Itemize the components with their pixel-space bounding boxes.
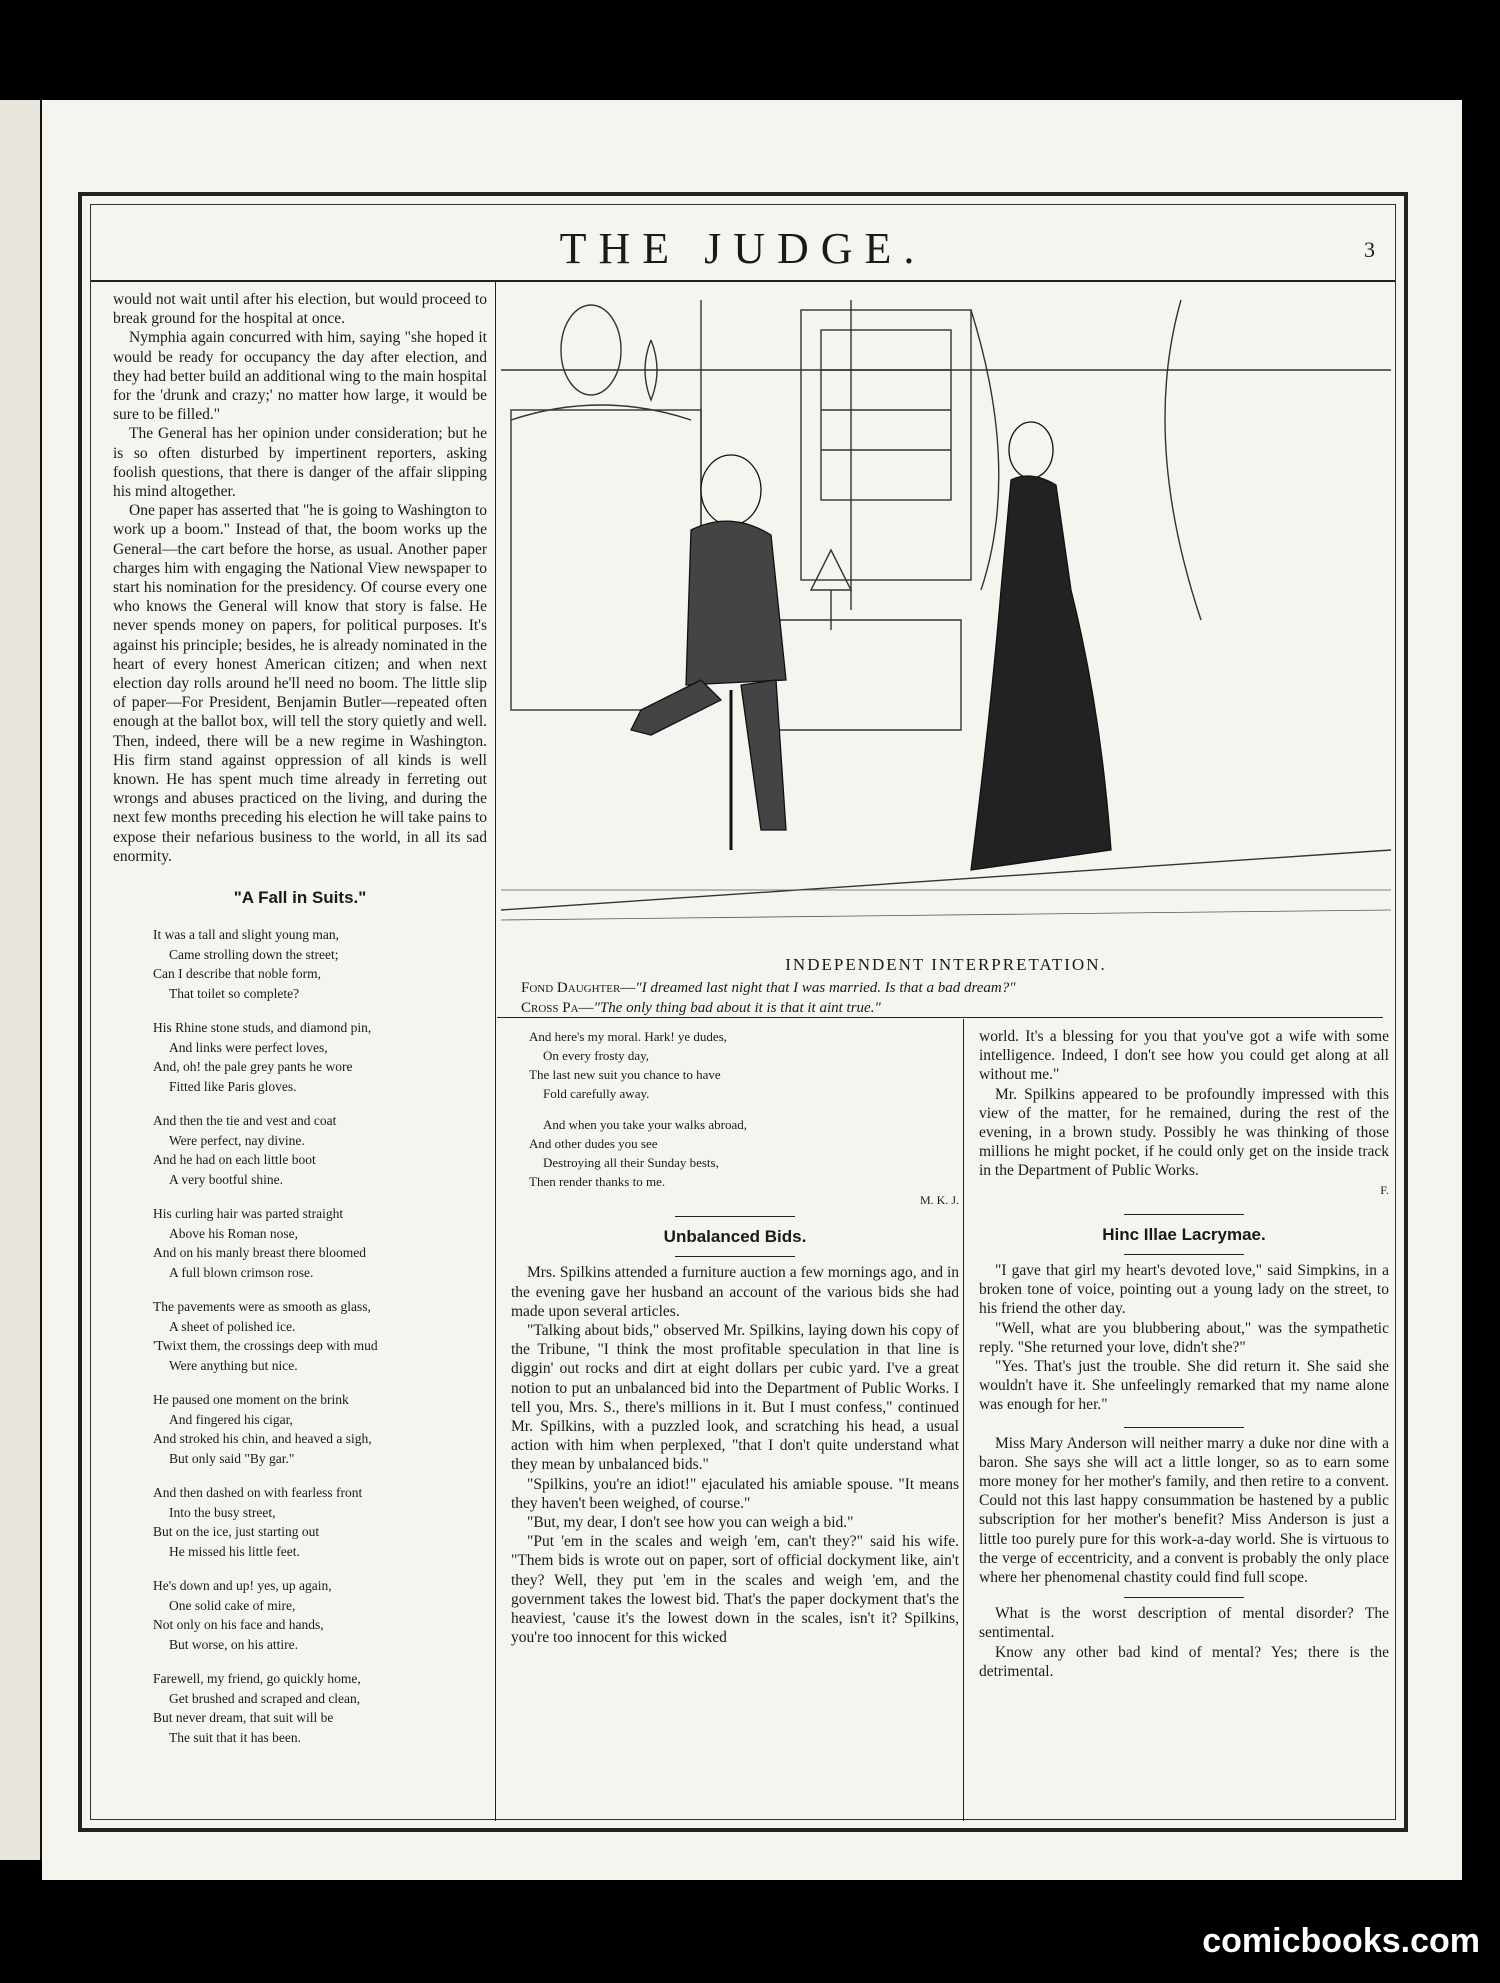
poem-line: And stroked his chin, and heaved a sigh,	[153, 1431, 372, 1447]
poem-line: Get brushed and scraped and clean,	[169, 1690, 361, 1706]
section-rule	[675, 1216, 795, 1217]
page-number: 3	[1364, 237, 1375, 262]
article-paragraph: would not wait until after his election, but would proceed to break ground for the hospital at once.	[113, 291, 487, 328]
poem-line: Came strolling down the street;	[169, 946, 339, 962]
poem-stanza	[113, 1669, 487, 1747]
poem	[113, 925, 487, 1747]
poem-line: One solid cake of mire,	[169, 1597, 296, 1613]
poem-line: Above his Roman nose,	[169, 1225, 298, 1241]
previous-page-edge	[0, 100, 43, 1860]
bids-continued: world. It's a blessing for you that you've got a wife with some intelligence. Indeed, I don't see how you could get along at all without me."	[979, 1028, 1389, 1084]
verse-line: On every frosty day,	[543, 1048, 650, 1063]
article-paragraph: The General has her opinion under consideration; but he is so often disturbed by impertinent reporters, asking foolish questions, that there is danger of the affair slipping his mind altogether.	[113, 425, 487, 501]
section-rule	[1124, 1214, 1244, 1215]
bids-paragraph: "Spilkins, you're an idiot!" ejaculated his amiable spouse. "It means they haven't been weighed, of course."	[511, 1475, 959, 1512]
masthead-rule	[91, 280, 1395, 282]
illustration-title: INDEPENDENT INTERPRETATION.	[785, 955, 1107, 974]
section-rule	[1124, 1254, 1244, 1255]
poem-line: His Rhine stone studs, and diamond pin,	[153, 1020, 372, 1036]
poem-title: "A Fall in Suits."	[233, 888, 367, 908]
daughter-quote: "I dreamed last night that I was married. Is that a bad dream?"	[635, 980, 1016, 996]
poem-line: Can I describe that noble form,	[153, 966, 321, 982]
poem-line: A sheet of polished ice.	[169, 1318, 296, 1334]
poem-line: And fingered his cigar,	[169, 1411, 293, 1427]
verse-line: Destroying all their Sunday bests,	[543, 1155, 719, 1170]
engraving-illustration	[501, 290, 1391, 950]
poem-line: It was a tall and slight young man,	[153, 927, 339, 943]
watermark: comicbooks.com	[1202, 1922, 1480, 1960]
poem-line: He missed his little feet.	[169, 1543, 300, 1559]
poem-line: Into the busy street,	[169, 1504, 276, 1520]
poem-line: And on his manly breast there bloomed	[153, 1245, 366, 1261]
poem-stanza	[113, 1390, 487, 1468]
section-rule	[1124, 1597, 1244, 1598]
verse-line: The last new suit you chance to have	[529, 1067, 721, 1082]
poem-line: And he had on each little boot	[153, 1152, 316, 1168]
section-rule	[675, 1256, 795, 1257]
poem-line: And, oh! the pale grey pants he wore	[153, 1059, 353, 1075]
poem-line: And links were perfect loves,	[169, 1039, 328, 1055]
hinc-paragraph: "Yes. That's just the trouble. She did return it. She said she wouldn't have it. She unfeelingly remarked that my name alone was enough for her."	[979, 1358, 1389, 1414]
hinc-paragraph: "Well, what are you blubbering about," was the sympathetic reply. "She returned your love, didn't she?"	[979, 1319, 1389, 1356]
column-middle	[511, 1027, 959, 1647]
bids-paragraph: Mrs. Spilkins attended a furniture auction a few mornings ago, and in the evening gave her husband an account of the various bids she had made upon several articles.	[511, 1264, 959, 1320]
poem-line: But worse, on his attire.	[169, 1636, 298, 1652]
poem-line: But only said "By gar."	[169, 1450, 295, 1466]
poem-line: He's down and up! yes, up again,	[153, 1578, 332, 1594]
poem-line: Were perfect, nay divine.	[169, 1132, 305, 1148]
illustration-bottom-rule	[497, 1017, 1383, 1018]
poem-line: A full blown crimson rose.	[169, 1264, 314, 1280]
poem-line: And then dashed on with fearless front	[153, 1485, 363, 1501]
bids-paragraph: "But, my dear, I don't see how you can weigh a bid."	[527, 1514, 854, 1532]
poem-stanza	[113, 1204, 487, 1282]
poem-stanza	[113, 1018, 487, 1096]
section-rule	[1124, 1427, 1244, 1428]
article-paragraph: One paper has asserted that "he is going to Washington to work up a boom." Instead of that, the boom works up the General—the cart before the horse, as usual. Another paper charges him with engaging the National View newspaper to start his nomination for the presidency. Of course every one who knows the General will know that story is false. He never spends money on papers, for political purposes. It's against his principle; besides, he is already nominated in the heart of every honest American citizen; and when next election day rolls around he'll need no boom. The little slip of paper—For President, Benjamin Butler—repeated often enough at the ballot box, will tell the story quietly and well. Then, indeed, there will be a new regime in Washington. His firm stand against oppression of all kinds is well known. He has spent much time already in ferreting out wrongs and abuses practiced on the living, and during the next few months preceding his election he will take pains to expose their nefarious business to the world, in all its sad enormity.	[113, 502, 487, 865]
poem-stanza	[113, 1576, 487, 1654]
caption-line-daughter	[521, 980, 1401, 997]
poem-stanza	[113, 1297, 487, 1375]
article-paragraph: Nymphia again concurred with him, saying "she hoped it would be ready for occupancy the day after election, and they had better build an additional wing to the main hospital for the 'drunk and crazy;' no matter how large, it would be sure to be filled."	[113, 329, 487, 424]
verse-line: And other dudes you see	[529, 1136, 658, 1151]
mental-paragraph: Know any other bad kind of mental? Yes; there is the detrimental.	[979, 1643, 1389, 1680]
hinc-title: Hinc Illae Lacrymae.	[1102, 1224, 1266, 1244]
mental-paragraph: What is the worst description of mental disorder? The sentimental.	[979, 1605, 1389, 1642]
masthead: THE JUDGE.	[559, 224, 927, 273]
poem-stanza	[113, 1111, 487, 1189]
page-inner-border	[90, 204, 1396, 1820]
verse-line: And here's my moral. Hark! ye dudes,	[529, 1029, 728, 1044]
bids-paragraph: "Talking about bids," observed Mr. Spilkins, laying down his copy of the Tribune, "I think the most profitable speculation in that line is diggin' out rocks and dirt at eight dollars per cubic yard. I've a great notion to put an unbalanced bid into the Department of Public Works. I tell you, Mrs. S., there's millions in it. But I must confess," continued Mr. Spilkins, with a puzzled look, and scratching his head, a usual action with him when perplexed, "that I don't quite understand what they mean by unbalanced bids."	[511, 1322, 959, 1474]
poem-line: But never dream, that suit will be	[153, 1710, 334, 1726]
poem-line: That toilet so complete?	[169, 985, 300, 1001]
poem-line: But on the ice, just starting out	[153, 1524, 320, 1540]
father-quote: "The only thing bad about it is that it aint true."	[593, 1000, 881, 1016]
speaker-daughter: Fond Daughter—	[521, 980, 636, 996]
column-divider	[495, 281, 496, 1821]
column-divider	[963, 1019, 964, 1821]
moral-verse	[511, 1027, 959, 1191]
poem-stanza	[113, 1483, 487, 1561]
bids-signature: F.	[1380, 1182, 1389, 1197]
verse-signature: M. K. J.	[919, 1193, 959, 1207]
page-frame	[78, 192, 1408, 1832]
poem-stanza	[113, 925, 487, 1003]
poem-line: The pavements were as smooth as glass,	[153, 1299, 371, 1315]
column-left	[113, 290, 487, 1762]
hinc-paragraph: "I gave that girl my heart's devoted love," said Simpkins, in a broken tone of voice, pointing out a young lady on the street, to his friend the other day.	[979, 1262, 1389, 1318]
poem-line: And then the tie and vest and coat	[153, 1113, 337, 1129]
poem-line: He paused one moment on the brink	[153, 1392, 349, 1408]
verse-line: Then render thanks to me.	[529, 1174, 666, 1189]
bids-title: Unbalanced Bids.	[663, 1227, 807, 1247]
speaker-father: Cross Pa—	[521, 1000, 594, 1016]
caption-line-father	[521, 1000, 1401, 1017]
poem-line: Were anything but nice.	[169, 1357, 298, 1373]
bids-continued: Mr. Spilkins appeared to be profoundly impressed with this view of the matter, for he remained, during the rest of the evening, in a brown study. Possibly he was thinking of those millions he might pocket, if he could only get on the inside track in the Department of Public Works.	[979, 1085, 1389, 1180]
poem-line: The suit that it has been.	[169, 1729, 301, 1745]
column-right	[979, 1027, 1389, 1681]
verse-line: And when you take your walks abroad,	[543, 1117, 747, 1132]
verse-line: Fold carefully away.	[543, 1086, 650, 1101]
poem-line: A very bootful shine.	[169, 1171, 283, 1187]
poem-line: Farewell, my friend, go quickly home,	[153, 1671, 361, 1687]
anderson-paragraph: Miss Mary Anderson will neither marry a duke nor dine with a baron. She says she will act a little longer, so as to earn some more money for her mother's family, and then retire to a convent. Could not this last happy consummation be hastened by a public subscription for her mother's benefit? Miss Anderson is just a little too purely pure for this work-a-day world. She is virtuous to the verge of eccentricity, and a convent is probably the only place where her phenomenal chastity could find full scope.	[979, 1434, 1389, 1587]
bids-paragraph: "Put 'em in the scales and weigh 'em, can't they?" said his wife. "Them bids is wrote out on paper, sort of official dockyment like, ain't they? Well, they put 'em in the scales and weigh 'em, and the government takes the lowest bid. That's the paper dockyment that's the heaviest, 'cause it's the lowest down in the scales, isn't it? Spilkins, you're too innocent for this wicked	[511, 1533, 959, 1647]
poem-line: Not only on his face and hands,	[153, 1617, 324, 1633]
poem-line: Fitted like Paris gloves.	[169, 1078, 297, 1094]
verse-line	[511, 1103, 959, 1115]
poem-line: His curling hair was parted straight	[153, 1206, 344, 1222]
poem-line: 'Twixt them, the crossings deep with mud	[153, 1338, 378, 1354]
